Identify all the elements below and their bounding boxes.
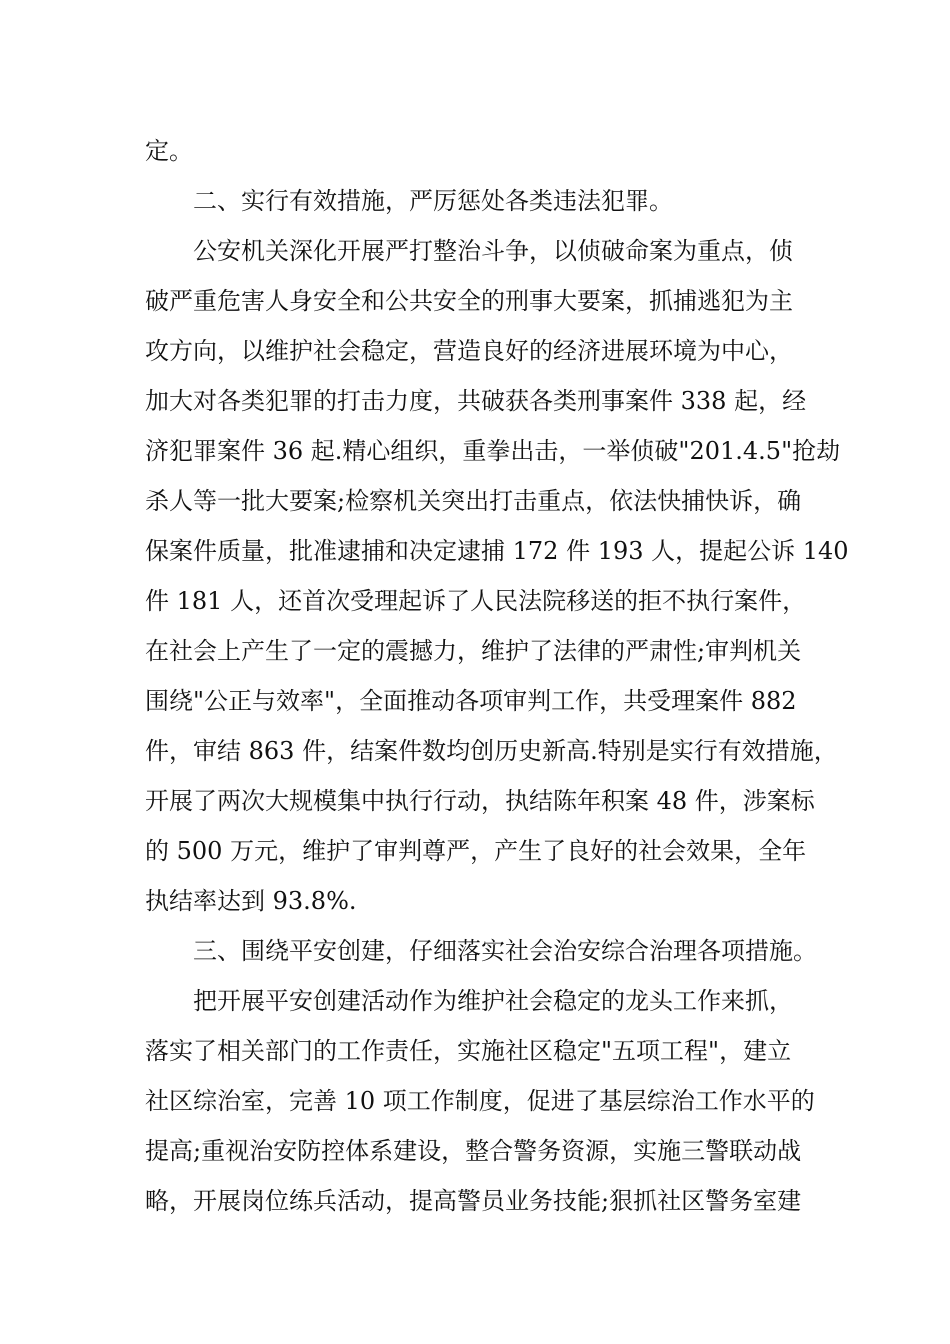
- document-body: [145, 126, 849, 1226]
- text-line-13: 件，审结 863 件，结案件数均创历史新高.特别是实行有效措施，: [145, 737, 838, 765]
- text-line-6: 加大对各类犯罪的打击力度，共破获各类刑事案件 338 起，经: [145, 387, 807, 415]
- text-line-7: 济犯罪案件 36 起.精心组织，重拳出击，一举侦破"201.4.5"抢劫: [145, 437, 841, 465]
- text-line-10: 件 181 人，还首次受理起诉了人民法院移送的拒不执行案件，: [145, 587, 807, 615]
- text-line-15: 的 500 万元，维护了审判尊严，产生了良好的社会效果，全年: [145, 837, 807, 865]
- text-line-9: 保案件质量，批准逮捕和决定逮捕 172 件 193 人，提起公诉 140: [145, 537, 849, 565]
- section-heading-3: 三、围绕平安创建，仔细落实社会治安综合治理各项措施。: [193, 937, 817, 965]
- text-line-16: 执结率达到 93.8%.: [145, 887, 357, 915]
- text-line-22: 略，开展岗位练兵活动，提高警员业务技能;狠抓社区警务室建: [145, 1187, 802, 1215]
- text-line-3: 公安机关深化开展严打整治斗争，以侦破命案为重点，侦: [193, 237, 793, 265]
- text-line-18: 把开展平安创建活动作为维护社会稳定的龙头工作来抓，: [193, 987, 793, 1015]
- section-heading-2: 二、实行有效措施，严厉惩处各类违法犯罪。: [193, 187, 673, 215]
- text-line-11: 在社会上产生了一定的震撼力，维护了法律的严肃性;审判机关: [145, 637, 802, 665]
- text-line-1: 定。: [145, 137, 193, 165]
- text-line-19: 落实了相关部门的工作责任，实施社区稳定"五项工程"，建立: [145, 1037, 792, 1065]
- text-line-12: 围绕"公正与效率"，全面推动各项审判工作，共受理案件 882: [145, 687, 797, 715]
- text-line-20: 社区综治室，完善 10 项工作制度，促进了基层综治工作水平的: [145, 1087, 815, 1115]
- text-line-5: 攻方向，以维护社会稳定，营造良好的经济进展环境为中心，: [145, 337, 793, 365]
- text-line-14: 开展了两次大规模集中执行行动，执结陈年积案 48 件，涉案标: [145, 787, 815, 815]
- text-line-8: 杀人等一批大要案;检察机关突出打击重点，依法快捕快诉，确: [145, 487, 802, 515]
- text-line-4: 破严重危害人身安全和公共安全的刑事大要案，抓捕逃犯为主: [145, 287, 793, 315]
- text-line-21: 提高;重视治安防控体系建设，整合警务资源，实施三警联动战: [145, 1137, 802, 1165]
